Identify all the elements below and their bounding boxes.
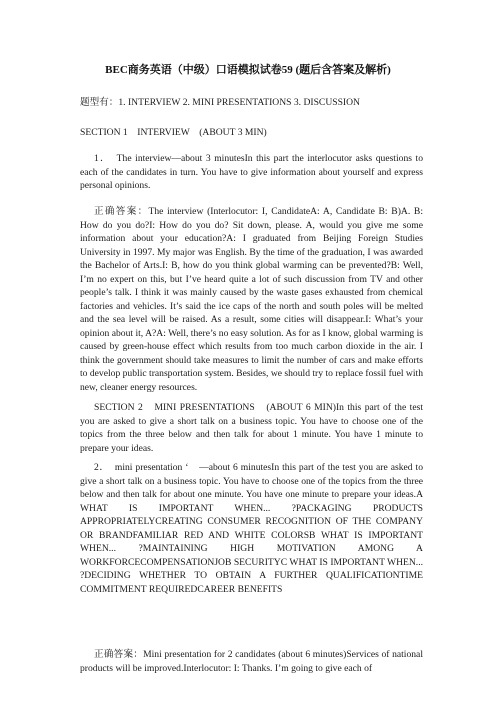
section1-heading: SECTION 1 INTERVIEW (ABOUT 3 MIN) xyxy=(80,127,267,138)
section2-instructions: SECTION 2 MINI PRESENTATIONS (ABOUT 6 MIN)In this part of the test you are asked to give a short talk on a business topic. You have to choose one of the topics from the three below and then talk for about 1 minute. You have 1 minute to prepare your ideas. xyxy=(80,402,423,454)
answer-2: 正确答案：Mini presentation for 2 candidates (about 6 minutes)Services of national products will be improved.Interlocutor: I: Thanks. I’m going to give each of xyxy=(80,649,423,674)
answer-1: 正确答案：The interview (Interlocutor: I, CandidateA: A, Candidate B: B)A. B: How do you do?I: How do you do? Sit down, please. A, would you give me some information about your education?A: I graduated from Beijing Foreign Studies University in 1997. My major was English. By the time of the graduation, I was awarded the Bachelor of Arts.I: B, how do you think global warming can be prevented?B: Well, I’m no expert on this, but I’ve heard quite a lot of such discussion from TV and other people’s talk. I think it was mainly caused by the waste gases exhausted from chemical factories and vehicles. It’s said the ice caps of the north and south poles will be melted and the sea level will be raised. As a result, some cities will disappear.I: What’s your opinion about it, A?A: Well, there’s no easy solution. As for as I know, global warming is caused by green-house effect which results from too much carbon dioxide in the air. I think the government should take measures to limit the number of cars and make efforts to develop public transportation system. Besides, we should try to replace fossil fuel with new, cleaner energy resources. xyxy=(80,206,423,393)
question-2: 2． mini presentation ‘ —about 6 minutesIn this part of the test you are asked to give a short talk on a business topic. You have to choose one of the topics from the three below and then talk for about one minute. You have one minute to prepare your ideas.A WHAT IS IMPORTANT WHEN... ?PACKAGING PRODUCTS APPROPRIATELYCREATING CONSUMER RECOGNITION OF THE COMPANY OR BRANDFAMILIAR RED AND WHITE COLORSB WHAT IS IMPORTANT WHEN... ?MAINTAINING HIGH MOTIVATION AMONG A WORKFORCECOMPENSATIONJOB SECURITYC WHAT IS IMPORTANT WHEN... ?DECIDING WHETHER TO OBTAIN A FURTHER QUALIFICATIONTIME COMMITMENT REQUIREDCAREER BENEFITS xyxy=(80,462,423,595)
question-1: 1． The interview—about 3 minutesIn this part the interlocutor asks questions to each of the candidates in turn. You have to give information about yourself and express personal opinions. xyxy=(80,153,423,191)
document-title: BEC商务英语（中级）口语模拟试卷59 (题后含答案及解析) xyxy=(105,64,391,76)
question-types: 题型有：1. INTERVIEW 2. MINI PRESENTATIONS 3. DISCUSSION xyxy=(80,97,360,108)
